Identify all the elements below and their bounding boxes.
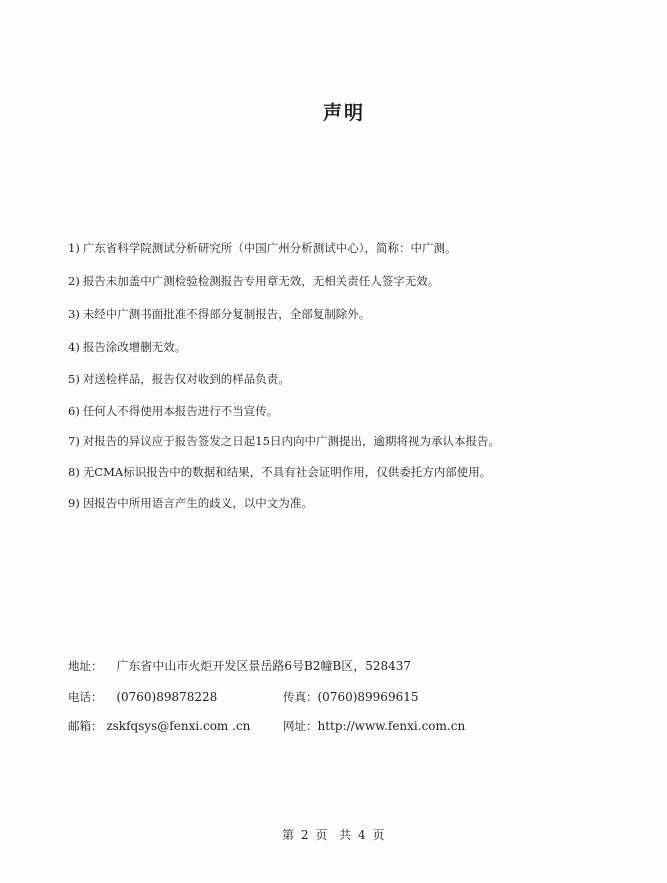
statement-number: 2) bbox=[68, 274, 80, 288]
email-web-line bbox=[68, 718, 466, 734]
statement-number: 8) bbox=[68, 465, 80, 479]
statement-number: 4) bbox=[68, 340, 80, 354]
statement-text: 无CMA标识报告中的数据和结果，不具有社会证明作用，仅供委托方内部使用。 bbox=[82, 465, 492, 479]
page-footer bbox=[0, 826, 667, 843]
statement-item bbox=[68, 339, 186, 355]
statement-number: 3) bbox=[68, 307, 80, 321]
statement-number: 1) bbox=[68, 241, 80, 255]
web-value[interactable]: http://www.fenxi.com.cn bbox=[317, 719, 466, 733]
web-group bbox=[283, 718, 465, 734]
statement-number: 7) bbox=[68, 434, 80, 448]
statement-text: 广东省科学院测试分析研究所（中国广州分析测试中心），简称：中广测。 bbox=[82, 241, 457, 255]
address-value: 广东省中山市火炬开发区景岳路6号B2幢B区，528437 bbox=[116, 659, 412, 673]
statement-item bbox=[68, 240, 457, 256]
statement-item bbox=[68, 495, 313, 511]
statement-item bbox=[68, 306, 370, 322]
page-prefix: 第 bbox=[282, 828, 295, 842]
statement-item bbox=[68, 403, 278, 419]
email-label: 邮箱： bbox=[68, 719, 103, 733]
address-label: 地址： bbox=[68, 659, 103, 673]
statement-text: 报告未加盖中广测检验检测报告专用章无效，无相关责任人签字无效。 bbox=[82, 274, 440, 288]
statement-text: 任何人不得使用本报告进行不当宣传。 bbox=[82, 404, 279, 418]
statement-item bbox=[68, 371, 290, 387]
page-title: 声明 bbox=[322, 102, 365, 124]
statement-text: 对报告的异议应于报告签发之日起15日内向中广测提出，逾期将视为承认本报告。 bbox=[82, 434, 500, 448]
phone-label: 电话： bbox=[68, 690, 103, 704]
page-number: 2 bbox=[300, 828, 309, 842]
total-number: 4 bbox=[358, 828, 367, 842]
email-value[interactable]: zskfqsys@fenxi.com .cn bbox=[106, 719, 251, 733]
statement-number: 9) bbox=[68, 496, 80, 510]
fax-group bbox=[283, 689, 418, 705]
statement-text: 对送检样品，报告仅对收到的样品负责。 bbox=[82, 372, 290, 386]
statement-item bbox=[68, 273, 439, 289]
statement-text: 因报告中所用语言产生的歧义，以中文为准。 bbox=[82, 496, 313, 510]
fax-value: (0760)89969615 bbox=[317, 690, 419, 704]
page-unit: 页 bbox=[315, 828, 328, 842]
statement-number: 6) bbox=[68, 404, 80, 418]
total-unit: 页 bbox=[372, 828, 385, 842]
statement-number: 5) bbox=[68, 372, 80, 386]
phone-value: (0760)89878228 bbox=[116, 690, 218, 704]
statement-item bbox=[68, 433, 500, 449]
statement-text: 报告涂改增删无效。 bbox=[82, 340, 187, 354]
statement-text: 未经中广测书面批准不得部分复制报告，全部复制除外。 bbox=[82, 307, 371, 321]
total-prefix: 共 bbox=[339, 828, 352, 842]
fax-label: 传真： bbox=[283, 690, 318, 704]
address-line bbox=[68, 658, 411, 674]
web-label: 网址： bbox=[283, 719, 318, 733]
phone-fax-line bbox=[68, 689, 419, 705]
statement-item bbox=[68, 464, 491, 480]
